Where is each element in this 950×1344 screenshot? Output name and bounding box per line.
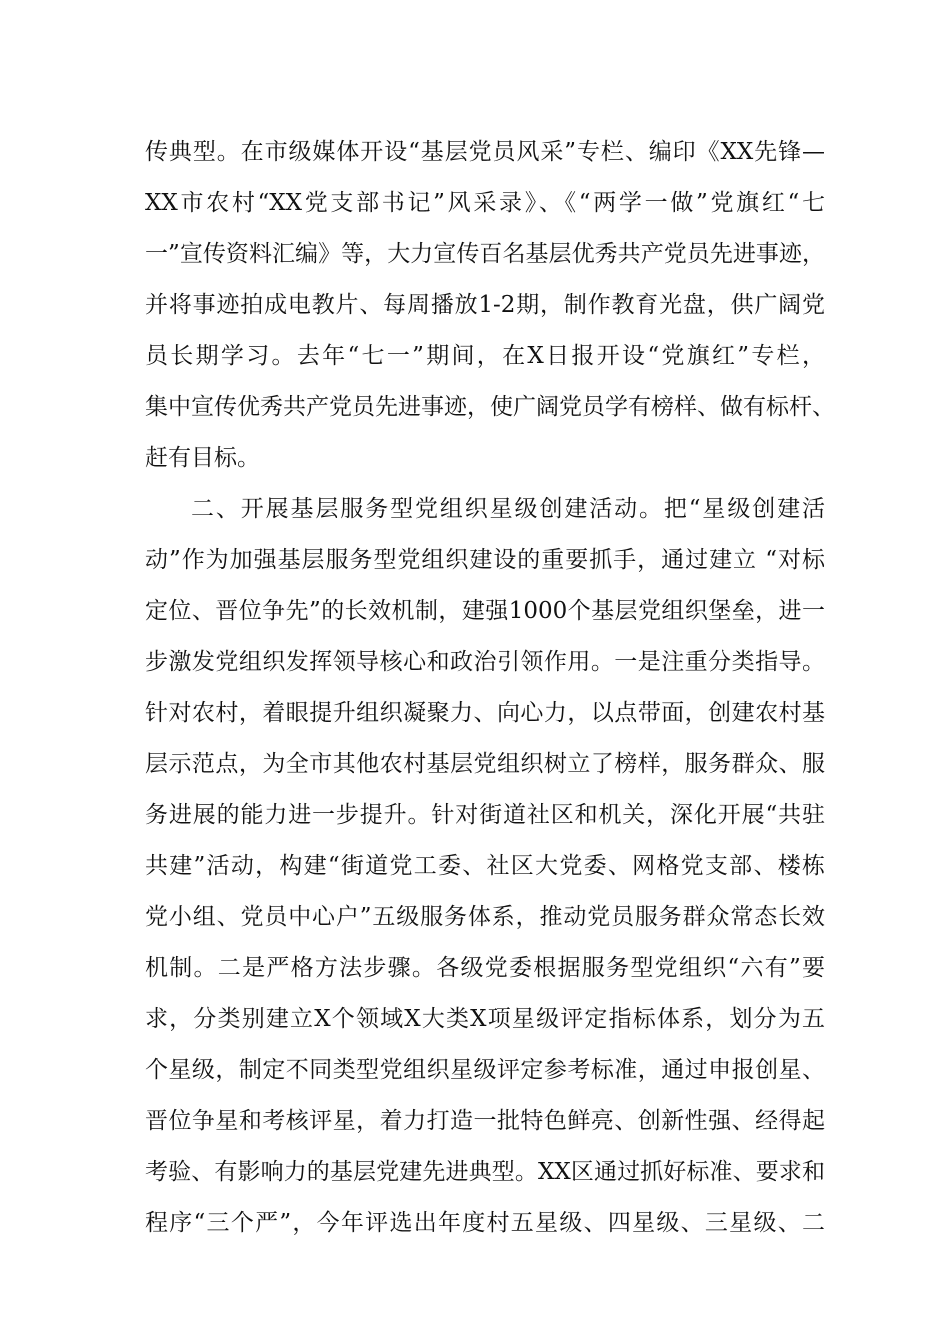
- text-line: 个星级，制定不同类型党组织星级评定参考标准，通过申报创星、: [145, 1057, 825, 1083]
- text-line: 层示范点，为全市其他农村基层党组织树立了榜样，服务群众、服: [145, 751, 825, 777]
- text-line: 考验、有影响力的基层党建先进典型。XX区通过抓好标准、要求和: [145, 1159, 825, 1185]
- text-line: 定位、晋位争先”的长效机制，建强1000个基层党组织堡垒，进一: [145, 598, 825, 624]
- text-line: 员长期学习。去年“七一”期间，在X日报开设“党旗红”专栏，: [145, 343, 825, 369]
- text-line: 党小组、党员中心户”五级服务体系，推动党员服务群众常态长效: [145, 904, 825, 930]
- body-text: [145, 127, 835, 1249]
- text-line: 一”宣传资料汇编》等，大力宣传百名基层优秀共产党员先进事迹，: [145, 241, 825, 267]
- text-line: 步激发党组织发挥领导核心和政治引领作用。一是注重分类指导。: [145, 649, 825, 675]
- text-line: 针对农村，着眼提升组织凝聚力、向心力，以点带面，创建农村基: [145, 700, 825, 726]
- text-line: 共建”活动，构建“街道党工委、社区大党委、网格党支部、楼栋: [145, 853, 825, 879]
- text-line: 程序“三个严”，今年评选出年度村五星级、四星级、三星级、二: [145, 1210, 825, 1236]
- text-line: 传典型。在市级媒体开设“基层党员风采”专栏、编印《XX先锋—: [145, 139, 825, 165]
- text-line: 晋位争星和考核评星，着力打造一批特色鲜亮、创新性强、经得起: [145, 1108, 825, 1134]
- text-line: 动”作为加强基层服务型党组织建设的重要抓手，通过建立 “对标: [145, 547, 825, 573]
- text-line: 赶有目标。: [145, 445, 260, 471]
- text-line: 并将事迹拍成电教片、每周播放1-2期，制作教育光盘，供广阔党: [145, 292, 825, 318]
- text-line: 务进展的能力进一步提升。针对街道社区和机关，深化开展“共驻: [145, 802, 825, 828]
- paragraph-2: [145, 484, 825, 1249]
- text-line: 求，分类别建立X个领域X大类X项星级评定指标体系，划分为五: [145, 1006, 825, 1032]
- text-line: 集中宣传优秀共产党员先进事迹，使广阔党员学有榜样、做有标杆、: [145, 394, 835, 420]
- text-line: 二、开展基层服务型党组织星级创建活动。把“星级创建活: [191, 496, 825, 522]
- text-line: XX市农村“XX党支部书记”风采录》、《“两学一做”党旗红“七: [145, 190, 825, 216]
- paragraph-1: [145, 127, 835, 484]
- text-line: 机制。二是严格方法步骤。各级党委根据服务型党组织“六有”要: [145, 955, 825, 981]
